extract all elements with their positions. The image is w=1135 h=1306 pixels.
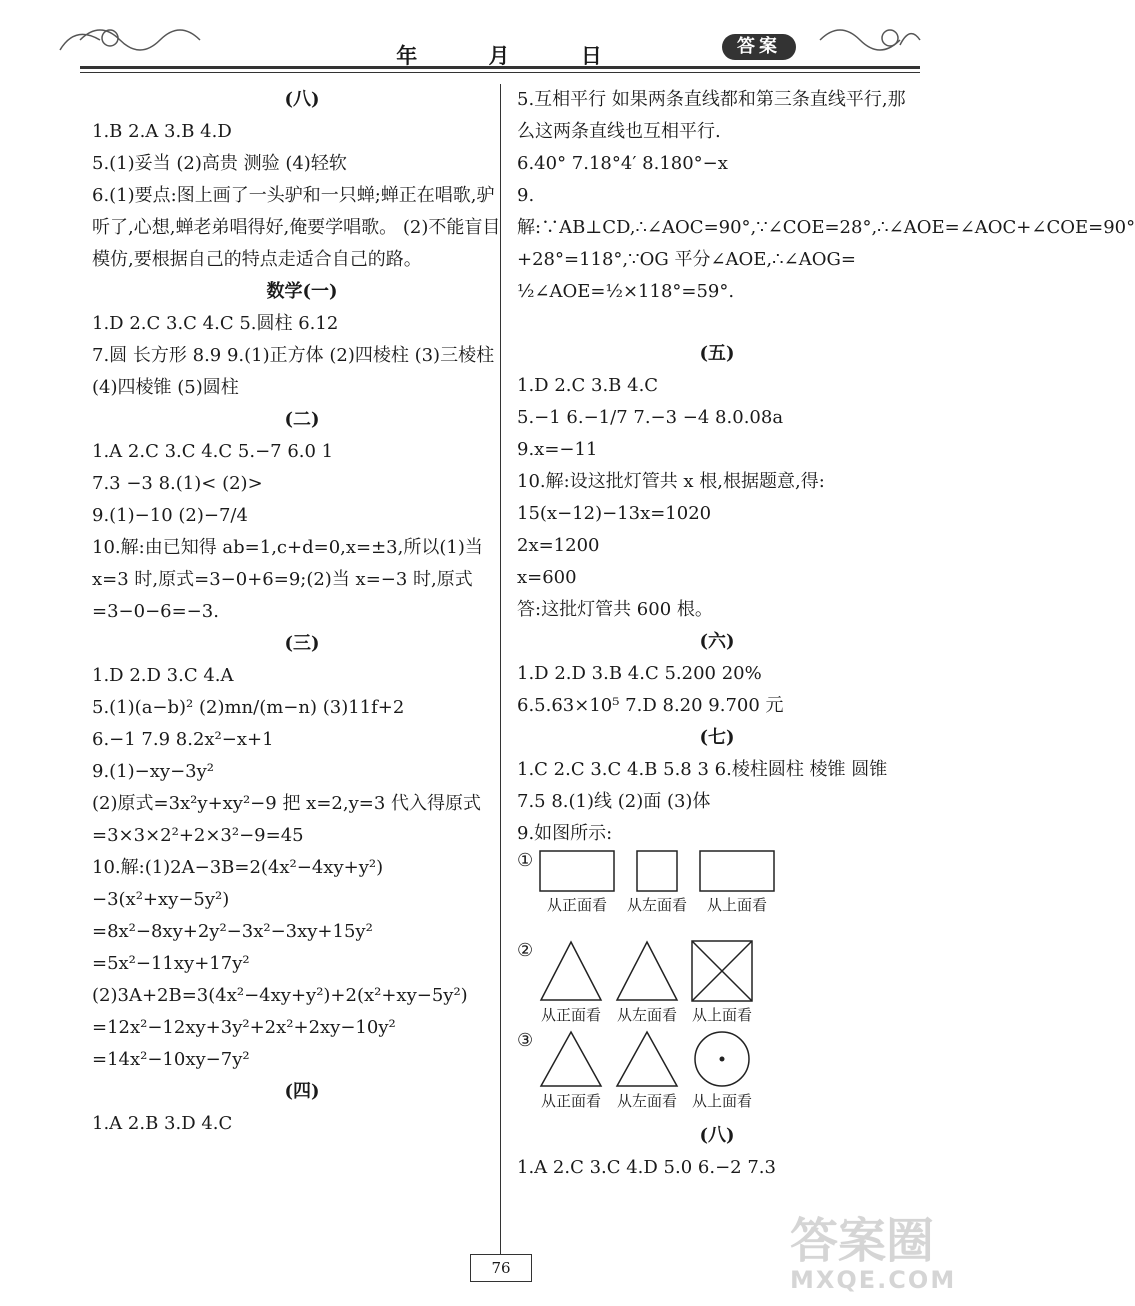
top-view — [691, 940, 753, 1025]
answer-line: 6.5.63×10⁵ 7.D 8.20 9.700 元 — [517, 695, 784, 716]
watermark-logo-text: 答案圈 — [790, 1213, 935, 1269]
view-caption: 从正面看 — [540, 1006, 601, 1024]
three-views-figure — [517, 850, 917, 1120]
answer-line: 7.3 −3 8.(1)< (2)> — [92, 473, 263, 494]
year-label: 年 — [396, 43, 420, 68]
answer-line: =5x²−11xy+17y² — [92, 953, 250, 974]
view-caption: 从左面看 — [616, 1092, 677, 1110]
front-view — [539, 1030, 603, 1111]
triangle-shape — [539, 940, 603, 1002]
view-caption: 从上面看 — [691, 1092, 752, 1110]
answer-line: 1.A 2.C 3.C 4.C 5.−7 6.0 1 — [92, 441, 334, 462]
answer-paragraph: 10.解:(1)2A−3B=2(4x²−4xy+y²)−3(x²+xy−5y²) — [92, 857, 384, 910]
answer-line: 1.D 2.C 3.B 4.C — [517, 375, 659, 396]
section-title: (七) — [699, 727, 735, 748]
top-view — [691, 1030, 753, 1111]
left-view — [615, 1030, 679, 1111]
answer-paragraph: 10.解:由已知得 ab=1,c+d=0,x=±3,所以(1)当 x=3 时,原式=3−0+6=9;(2)当 x=−3 时,原式=3−0−6=−3. — [92, 537, 483, 622]
answer-line: 2x=1200 — [517, 535, 600, 556]
answer-line: 1.D 2.C 3.C 4.C 5.圆柱 6.12 — [92, 313, 339, 334]
answer-line: 9.(1)−10 (2)−7/4 — [92, 505, 248, 526]
left-view — [627, 850, 687, 915]
view-caption: 从左面看 — [627, 896, 688, 914]
answer-paragraph: (2)原式=3x²y+xy²−9 把 x=2,y=3 代入得原式=3×3×2²+2×3²−9=45 — [92, 793, 481, 846]
figure-row-1 — [517, 850, 917, 940]
square-shape — [636, 850, 678, 892]
left-view — [615, 940, 679, 1025]
answer-paragraph: 7.圆 长方形 8.9 9.(1)正方体 (2)四棱柱 (3)三棱柱 (4)四棱锥 (5)圆柱 — [92, 345, 495, 398]
answer-line: x=600 — [517, 567, 577, 588]
triangle-shape — [615, 1030, 679, 1088]
triangle-shape — [539, 1030, 603, 1088]
answer-line: 15(x−12)−13x=1020 — [517, 503, 712, 524]
rectangle-shape — [699, 850, 775, 892]
section-title: (八) — [699, 1125, 735, 1146]
answer-line: 1.D 2.D 3.C 4.A — [92, 665, 234, 686]
section-title: (四) — [284, 1081, 320, 1102]
section-title: 数学(一) — [266, 281, 338, 302]
figure-number: ③ — [517, 1030, 534, 1051]
answer-line: 5.(1)妥当 (2)高贵 测验 (4)轻软 — [92, 153, 347, 174]
view-caption: 从正面看 — [546, 896, 607, 914]
circle-with-center-shape — [691, 1030, 753, 1088]
figure-row-3 — [517, 1030, 917, 1120]
answer-line: 6.40° 7.18°4′ 8.180°−x — [517, 153, 728, 174]
answer-line: 10.解:设这批灯管共 x 根,根据题意,得: — [517, 471, 825, 492]
section-title: (八) — [284, 89, 320, 110]
answer-line: 1.B 2.A 3.B 4.D — [92, 121, 232, 142]
answer-line: =14x²−10xy−7y² — [92, 1049, 250, 1070]
right-column — [517, 84, 1135, 1184]
figure-number: ① — [517, 850, 534, 871]
view-caption: 从上面看 — [691, 1006, 752, 1024]
section-title: (五) — [699, 343, 735, 364]
answer-line: =12x²−12xy+3y²+2x²+2xy−10y² — [92, 1017, 396, 1038]
answer-line: 9.如图所示: — [517, 823, 613, 844]
site-watermark — [790, 1215, 990, 1300]
section-title: (六) — [699, 631, 735, 652]
page-header — [0, 0, 1000, 82]
day-label: 日 — [580, 43, 604, 68]
view-caption: 从上面看 — [707, 896, 768, 914]
crossed-square-shape — [691, 940, 753, 1002]
answer-line: 1.D 2.D 3.B 4.C 5.200 20% — [517, 663, 762, 684]
answer-paragraph: (2)3A+2B=3(4x²−4xy+y²)+2(x²+xy−5y²) — [92, 985, 468, 1006]
answer-line: 答:这批灯管共 600 根。 — [517, 599, 713, 620]
answer-badge: 答案 — [722, 34, 796, 60]
answer-paragraph: 1.C 2.C 3.C 4.B 5.8 3 6.棱柱圆柱 棱锥 圆锥 7.5 8.(1)线 (2)面 (3)体 — [517, 759, 888, 812]
front-view — [539, 940, 603, 1025]
figure-number: ② — [517, 940, 534, 961]
triangle-shape — [615, 940, 679, 1002]
date-line — [0, 40, 1000, 70]
answer-paragraph: 6.(1)要点:图上画了一头驴和一只蝉;蝉正在唱歌,驴听了,心想,蝉老弟唱得好,俺要学唱歌。 (2)不能盲目模仿,要根据自己的特点走适合自己的路。 — [92, 185, 501, 270]
answer-line: 9.x=−11 — [517, 439, 598, 460]
front-view — [539, 850, 615, 915]
rectangle-shape — [539, 850, 615, 892]
view-caption: 从左面看 — [616, 1006, 677, 1024]
page-number: 76 — [470, 1254, 532, 1282]
answer-line: ½∠AOE=½×118°=59°. — [517, 281, 735, 302]
view-caption: 从正面看 — [540, 1092, 601, 1110]
answer-line: 5.−1 6.−1/7 7.−3 −4 8.0.08a — [517, 407, 784, 428]
answer-line: 1.A 2.B 3.D 4.C — [92, 1113, 233, 1134]
answer-paragraph: 9.解:∵AB⊥CD,∴∠AOC=90°,∵∠COE=28°,∴∠AOE=∠AOC+∠COE=90°+28°=118°,∵OG 平分∠AOE,∴∠AOG= — [517, 185, 1135, 270]
top-view — [699, 850, 775, 915]
answer-line: 1.A 2.C 3.C 4.D 5.0 6.−2 7.3 — [517, 1157, 776, 1178]
figure-row-2 — [517, 940, 917, 1030]
answer-line: 9.(1)−xy−3y² — [92, 761, 214, 782]
answer-line: 6.−1 7.9 8.2x²−x+1 — [92, 729, 274, 750]
answer-line: =8x²−8xy+2y²−3x²−3xy+15y² — [92, 921, 373, 942]
section-title: (三) — [284, 633, 320, 654]
section-title: (二) — [284, 409, 320, 430]
month-label: 月 — [488, 43, 512, 68]
answer-line: 5.(1)(a−b)² (2)mn/(m−n) (3)11f+2 — [92, 697, 405, 718]
left-column — [92, 84, 512, 1140]
watermark-url: MXQE.COM — [790, 1266, 957, 1294]
answer-paragraph: 5.互相平行 如果两条直线都和第三条直线平行,那么这两条直线也互相平行. — [517, 89, 906, 142]
